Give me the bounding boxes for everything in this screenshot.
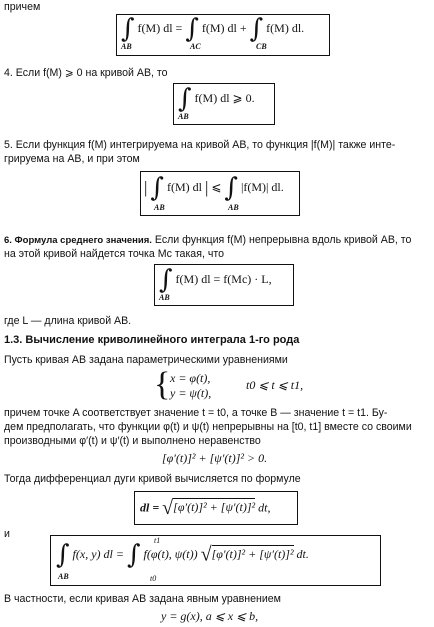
- section-title: Вычисление криволинейного интеграла 1-го рода: [25, 334, 300, 346]
- formula-radicand: [φ′(t)]² + [ψ′(t)]²: [173, 500, 256, 515]
- integral-sign: ∫: [121, 14, 135, 44]
- integral-subscript: AC: [190, 42, 201, 51]
- abs-bar: |: [204, 178, 209, 197]
- formula-term: f(x, y) dl =: [72, 546, 124, 561]
- formula-term: f(M) dl.: [266, 20, 305, 35]
- formula-term: f(M) dl =: [137, 20, 183, 35]
- sqrt-sign: √: [200, 543, 212, 566]
- formula-term: f(φ(t), ψ(t)): [143, 546, 198, 561]
- text-prichem: причем: [4, 1, 41, 13]
- abs-bar: |: [144, 178, 148, 197]
- formula-explicit: y = g(x), a ⩽ x ⩽ b,: [161, 609, 259, 623]
- system-range: t0 ⩽ t ⩽ t1,: [246, 378, 304, 392]
- formula-dl: [140, 497, 270, 520]
- text-param: Пусть кривая AB задана параметрическими уравнениями: [4, 354, 288, 366]
- formula-radicand: [φ′(t)]² + [ψ′(t)]²: [211, 546, 294, 561]
- integral-upper-limit: t1: [154, 536, 161, 545]
- integral-sign: ∫: [126, 540, 141, 570]
- item-6-heading: 6. Формула среднего значения.: [4, 235, 152, 246]
- formula-main: [56, 542, 309, 568]
- integral-sign: ∫: [159, 265, 173, 295]
- text-7a: причем точке A соответствует значение t = t0, а точке B — значение t = t1. Бу-: [4, 407, 388, 419]
- item-6-text: Если функция f(M) непрерывна вдоль кривой AB, то: [151, 234, 412, 246]
- integral-subscript: AB: [228, 203, 239, 212]
- integral-subscript: CB: [256, 42, 267, 51]
- system-eq1: x = φ(t),: [170, 371, 211, 385]
- integral-subscript: AB: [58, 572, 69, 581]
- integral-subscript: AB: [178, 112, 189, 121]
- integral-subscript: AB: [154, 203, 165, 212]
- integral-subscript: AB: [159, 293, 170, 302]
- formula-abs: [144, 175, 284, 201]
- formula-term: |f(M)| dl.: [240, 179, 284, 194]
- text-length: где L — длина кривой AB.: [4, 315, 132, 327]
- integral-sign: ∫: [56, 540, 70, 570]
- formula-term: f(M) dl = f(Mc) · L,: [175, 271, 272, 286]
- system-brace: {: [154, 366, 171, 403]
- formula-term: f(M) dl ⩾ 0.: [194, 90, 255, 105]
- formula-term: ⩽: [211, 179, 222, 194]
- formula-term: dt,: [258, 500, 271, 515]
- formula-mean: [159, 267, 272, 293]
- formula-ineq: [φ′(t)]² + [ψ′(t)]² > 0.: [162, 451, 268, 465]
- sqrt-sign: √: [162, 497, 174, 519]
- formula-additivity: [121, 16, 304, 42]
- text-item-4: 4. Если f(M) ⩾ 0 на кривой AB, то: [4, 67, 168, 79]
- text-7b: дем предполагать, что функции φ(t) и ψ(t) непрерывны на [t0, t1] вместе со своими: [4, 421, 412, 433]
- text-item-6b: на этой кривой найдется точка Mc такая, что: [4, 248, 224, 260]
- text-and: и: [4, 528, 10, 540]
- section-heading: [4, 334, 299, 346]
- text-item-5a: 5. Если функция f(M) интегрируема на кривой AB, то функция |f(M)| также инте-: [4, 139, 396, 151]
- formula-term: dl =: [140, 500, 160, 515]
- formula-nonneg: [178, 86, 255, 112]
- text-item-5b: грируема на AB, и при этом: [4, 153, 140, 165]
- formula-term: f(M) dl +: [201, 20, 247, 35]
- integral-sign: ∫: [224, 173, 238, 203]
- text-item-6a: [4, 233, 411, 248]
- system-eq2: y = ψ(t),: [170, 386, 212, 400]
- text-7c: производными φ′(t) и ψ′(t) и выполнено неравенство: [4, 435, 261, 447]
- formula-term: dt.: [296, 546, 309, 561]
- integral-sign: ∫: [150, 173, 164, 203]
- integral-subscript: AB: [121, 42, 132, 51]
- integral-lower-limit: t0: [150, 574, 157, 583]
- section-number: 1.3.: [4, 334, 23, 346]
- text-explicit: В частности, если кривая AB задана явным уравнением: [4, 593, 281, 605]
- integral-sign: ∫: [178, 84, 192, 114]
- text-diff: Тогда дифференциал дуги кривой вычисляется по формуле: [4, 473, 301, 485]
- formula-term: f(M) dl: [166, 179, 202, 194]
- integral-sign: ∫: [249, 14, 264, 44]
- integral-sign: ∫: [185, 14, 199, 44]
